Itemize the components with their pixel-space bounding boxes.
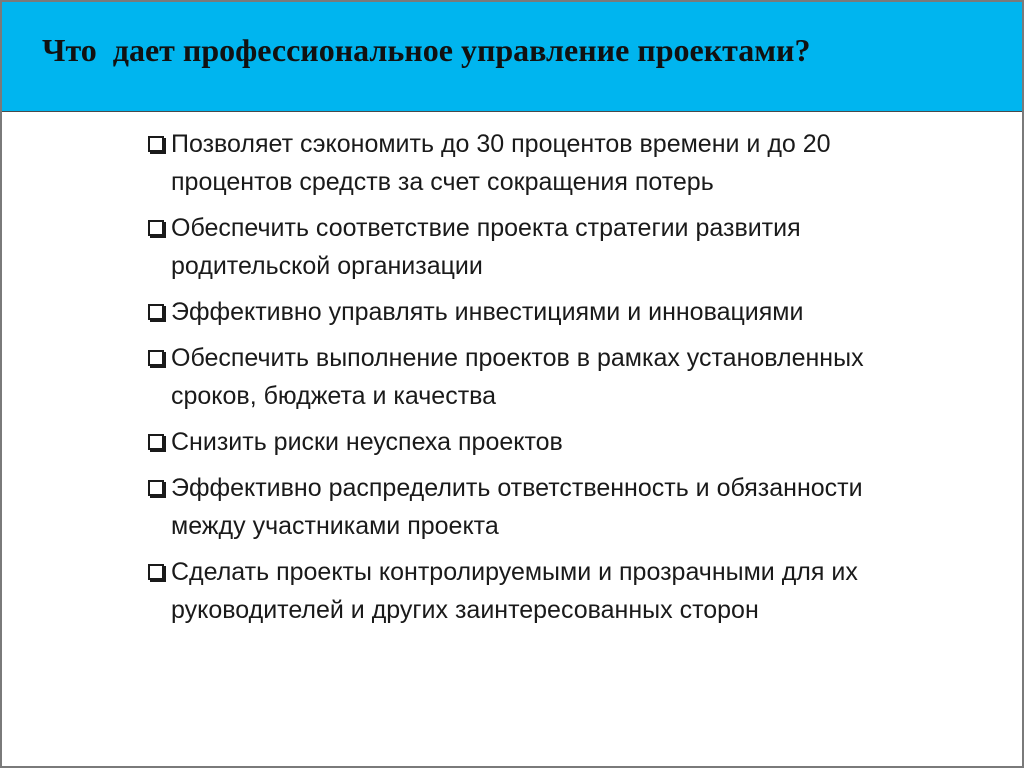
title-banner bbox=[2, 2, 1022, 112]
list-item-text: Сделать проекты контролируемыми и прозрачными для их руководителей и других заинтересованных сторон bbox=[171, 558, 858, 624]
list-item bbox=[148, 125, 888, 201]
list-item-text: Эффективно распределить ответственность и обязанности между участниками проекта bbox=[171, 474, 863, 540]
list-item bbox=[148, 423, 888, 461]
checkbox-square-icon bbox=[148, 304, 164, 320]
checkbox-square-icon bbox=[148, 564, 164, 580]
checkbox-square-icon bbox=[148, 220, 164, 236]
checkbox-square-icon bbox=[148, 136, 164, 152]
list-item-text: Позволяет сэкономить до 30 процентов времени и до 20 процентов средств за счет сокращения потерь bbox=[171, 130, 831, 196]
list-item bbox=[148, 209, 888, 285]
list-item-text: Снизить риски неуспеха проектов bbox=[171, 428, 563, 456]
list-item bbox=[148, 553, 888, 629]
benefits-list bbox=[148, 125, 888, 637]
list-item-text: Обеспечить выполнение проектов в рамках установленных сроков, бюджета и качества bbox=[171, 344, 864, 410]
list-item bbox=[148, 339, 888, 415]
list-item-text: Эффективно управлять инвестициями и инновациями bbox=[171, 298, 804, 326]
list-item bbox=[148, 293, 888, 331]
checkbox-square-icon bbox=[148, 434, 164, 450]
checkbox-square-icon bbox=[148, 350, 164, 366]
list-item bbox=[148, 469, 888, 545]
list-item-text: Обеспечить соответствие проекта стратегии развития родительской организации bbox=[171, 214, 801, 280]
slide-title: Что дает профессиональное управление проектами? bbox=[42, 32, 811, 68]
checkbox-square-icon bbox=[148, 480, 164, 496]
